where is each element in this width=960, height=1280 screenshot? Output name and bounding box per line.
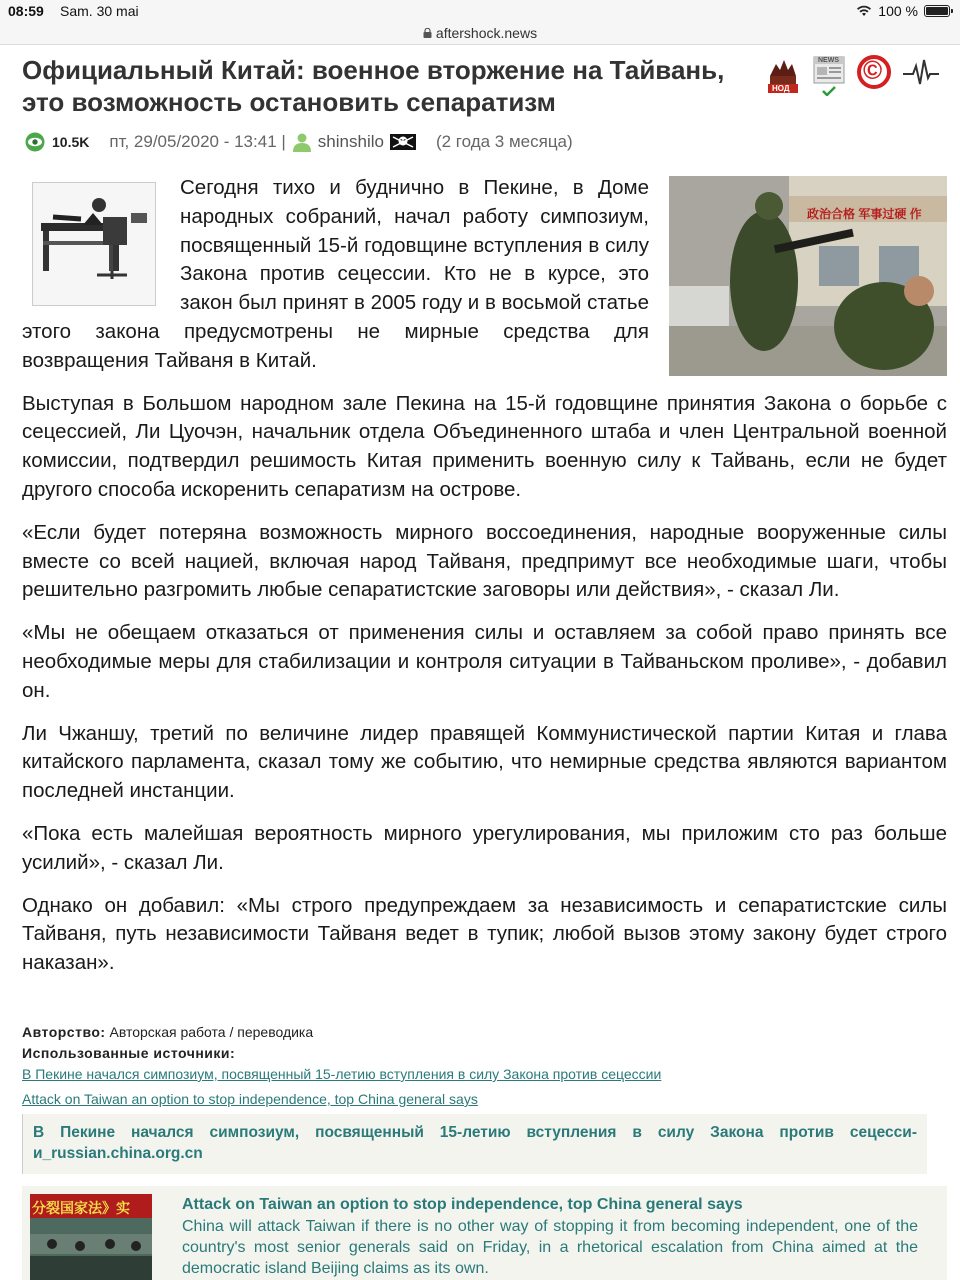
card-2-description: China will attack Taiwan if there is no other way of stopping it from becoming independent, one of the country's most senior generals said on Friday, in a rhetorical escalation from China aimed at the democratic island Beijing claims as its own. <box>182 1218 918 1277</box>
skull-badge-icon <box>390 134 416 150</box>
source-link-2[interactable]: Attack on Taiwan an option to stop independence, top China general says <box>22 1091 478 1107</box>
soldiers-photo[interactable] <box>669 176 947 376</box>
battery-icon <box>924 5 950 17</box>
copyright-symbol: © <box>863 55 883 85</box>
office-desk-art <box>33 183 155 305</box>
copyright-icon[interactable] <box>856 54 892 94</box>
link-preview-card-2[interactable] <box>22 1186 947 1280</box>
paragraph-4: «Мы не обещаем отказаться от применения силы и оставляем за собой право принять все необходимые меры для стабилизации и контроля ситуации в Тайваньском проливе», - добавил он. <box>22 621 947 702</box>
wifi-icon <box>856 5 872 17</box>
paragraph-2: Выступая в Большом народном зале Пекина на 15-й годовщине принятия Закона о борьбе с сецессией, Ли Цуочэн, начальник отдела Объединенного штаба и член Центральной военной комиссии, подтвердил решимость Китая применить военную силу к Тайвань, если не будет другого способа искоренить сепаратизм на острове. <box>22 391 947 501</box>
paragraph-7: Однако он добавил: «Мы строго предупреждаем за независимость и сепаратистские силы Тайваня, путь независимости Тайваня ведет в тупик; любой вызов этому закону будет строго наказан». <box>22 893 947 975</box>
source-link-1[interactable]: В Пекине начался симпозиум, посвященный 15-летию вступления в силу Закона против сецессии <box>22 1066 662 1082</box>
news-label: NEWS <box>818 57 839 64</box>
paragraph-5: Ли Чжаншу, третий по величине лидер правящей Коммунистической партии Китая и глава китайского парламента, сказал тому же событию, что немирные средства являются вариантом последней инстанции. <box>22 721 947 803</box>
paragraph-3: «Если будет потеряна возможность мирного воссоединения, народные вооруженные силы вместе со всей нацией, включая народ Тайваня, предпримут все необходимые шаги, чтобы решительно разгромить любые сепаратистские заговоры или действия», - сказал Ли. <box>22 520 947 602</box>
card-2-text <box>182 1186 918 1280</box>
status-time: 08:59 <box>8 3 44 19</box>
nod-badge-icon[interactable] <box>764 54 802 94</box>
lock-icon <box>423 28 432 38</box>
authorship-row <box>22 1022 947 1043</box>
user-icon <box>292 132 312 152</box>
url-text: aftershock.news <box>435 25 538 41</box>
conference-photo <box>30 1194 152 1280</box>
status-date: Sam. 30 mai <box>60 3 139 19</box>
status-right <box>856 3 950 19</box>
address-bar[interactable] <box>0 22 960 45</box>
card-1-title: В Пекине начался симпозиум, посвященный 15-летию вступления в силу Закона против сецессии_russian.china.org.cn <box>33 1124 917 1162</box>
article-title: Официальный Китай: военное вторжение на Тайвань, это возможность остановить сепаратизм <box>22 55 725 117</box>
link-preview-card-1[interactable] <box>22 1114 927 1174</box>
view-count: 10.5K <box>52 134 90 150</box>
article-body <box>22 174 947 992</box>
author-link[interactable]: shinshilo <box>317 132 384 151</box>
article-badges <box>764 54 940 94</box>
eye-icon <box>24 132 46 152</box>
article-meta <box>24 132 573 152</box>
battery-percent: 100 % <box>878 3 918 19</box>
paragraph-1-text: Сегодня тихо и буднично в Пекине, в Доме народных собраний, начал работу симпозиум, посвященный 15-й годовщине вступления в силу Закона против сецессии. Кто не в курсе, это закон был принят в 2005 году и в восьмой статье этого закона предусмотрены не мирные средства для возвращения Тайваня в Китай. <box>22 176 649 372</box>
nod-label: НОД <box>772 84 790 93</box>
publish-date: пт, 29/05/2020 - 13:41 | <box>109 132 286 151</box>
pulse-icon[interactable] <box>902 54 940 94</box>
checkmark-icon <box>822 86 836 96</box>
news-badge-icon[interactable] <box>812 54 846 94</box>
authorship-label: Авторство: <box>22 1024 106 1040</box>
status-bar <box>0 0 960 22</box>
article-footer <box>22 1022 947 1110</box>
office-desk-image[interactable] <box>32 182 156 306</box>
author-age: (2 года 3 месяца) <box>435 132 573 151</box>
authorship-value: Авторская работа / переводика <box>109 1024 314 1040</box>
sources-label: Использованные источники: <box>22 1045 236 1061</box>
paragraph-6: «Пока есть малейшая вероятность мирного урегулирования, мы приложим сто раз больше усилий», - сказал Ли. <box>22 821 947 874</box>
banner-text: 政治合格 军事过硬 作 <box>807 207 922 221</box>
card-2-title[interactable]: Attack on Taiwan an option to stop independence, top China general says <box>182 1196 743 1213</box>
conference-banner-text: 分裂国家法》实 <box>32 1200 130 1216</box>
